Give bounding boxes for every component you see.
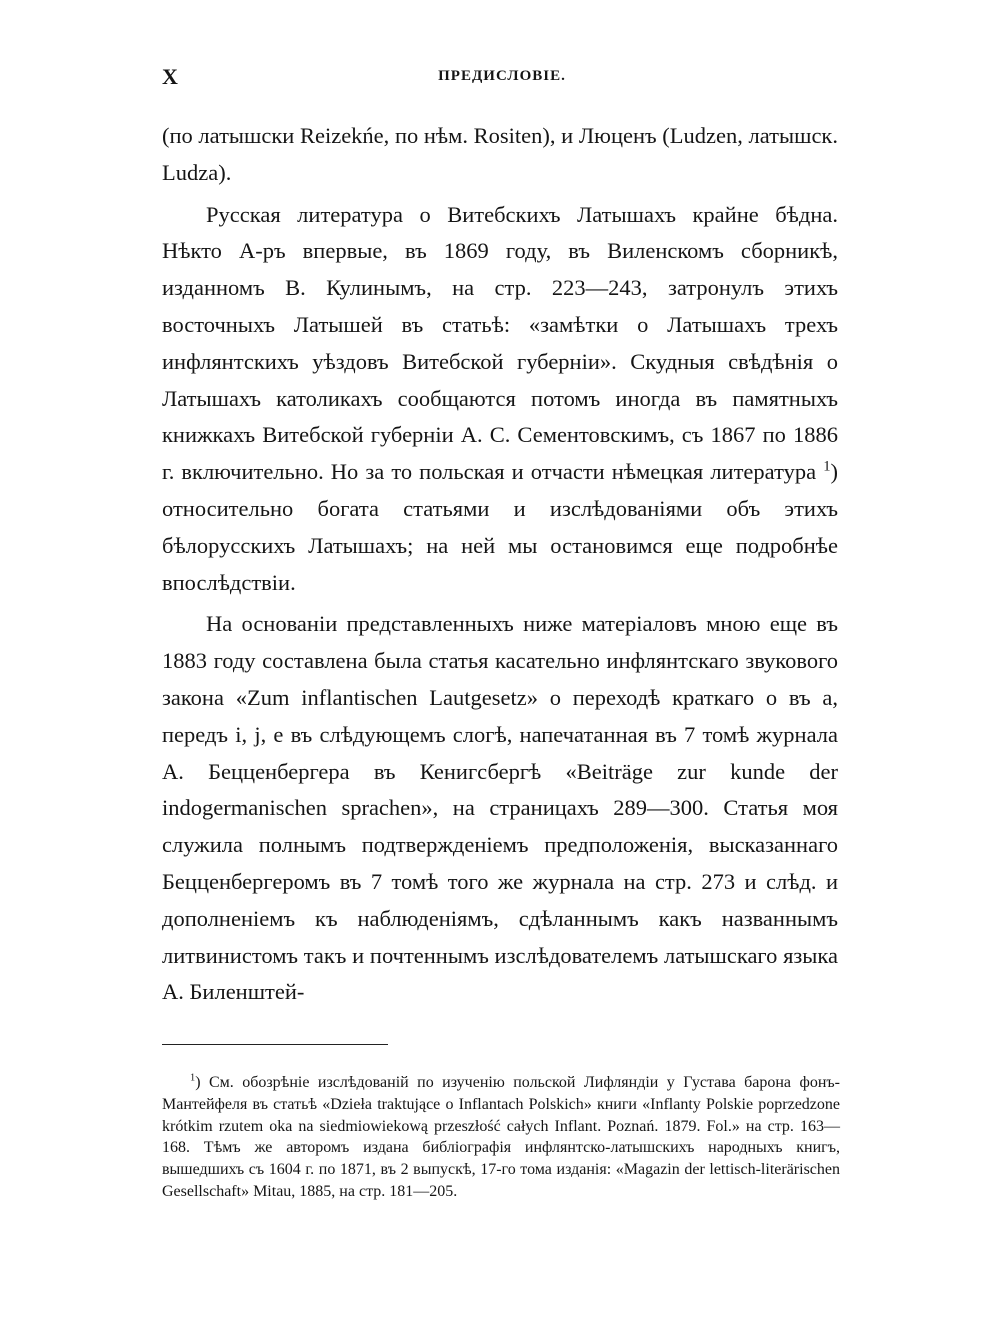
paragraph-2-part-1: Русская литература о Витебскихъ Латышахъ крайне бѣдна. Нѣкто А-ръ впервые, въ 1869 году, въ Виленскомъ сборникѣ, изданномъ В. Кулинымъ, на стр. 223—243, затронулъ этихъ восточныхъ Латышей въ статьѣ: «замѣтки о Латышахъ трехъ инфлянтскихъ уѣздовъ Витебской губерніи». Скудныя свѣдѣнія о Латышахъ католикахъ сообщаются потомъ иногда въ памятныхъ книжкахъ Витебской губерніи А. С. Сементовскимъ, съ 1867 по 1886 г. включительно. Но за то польская и отчасти нѣмецкая литература [162, 201, 838, 485]
footnote-text: ) См. обозрѣніе изслѣдованій по изученію польской Лифляндіи у Густава барона фонъ-Мантейфеля въ статьѣ «Dzieła traktujące o Inflantach Polskich» книги «Inflanty Polskie poprzedzone krótkim rzutem oka na siedmiowiekową przeszłość całych Inflant. Poznań. 1879. Fol.» на стр. 163—168. Тѣмъ же авторомъ издана библіографія инфлянтско-латышскихъ народныхъ книгъ, вышедшихъ съ 1604 г. по 1871, въ 2 выпускѣ, 17-го тома изданія: «Magazin der lettisch-literärischen Gesellschaft» Mitau, 1885, на стр. 181—205. [162, 1074, 840, 1200]
footnote [162, 1072, 840, 1203]
paragraph-2-part-2: ) относительно богата статьями и изслѣдованіями объ этихъ бѣлорусскихъ Латышахъ; на ней мы остановимся еще подробнѣе впослѣдствіи. [162, 459, 838, 595]
page-number: X [162, 64, 178, 89]
footnote-reference[interactable]: 1 [823, 458, 831, 475]
paragraph-1: (по латышски Reizekńe, по нѣм. Rositen), и Люценъ (Ludzen, латышск. Ludza). [162, 123, 838, 185]
main-text [162, 118, 838, 1016]
running-title: ПРЕДИСЛОВІЕ. [438, 68, 566, 84]
paragraph-2 [162, 197, 838, 602]
paragraph-3: На основаніи представленныхъ ниже матеріаловъ мною еще въ 1883 году составлена была статья касательно инфлянтскаго звукового закона «Zum inflantischen Lautgesetz» о переходѣ краткаго о въ а, передъ i, j, е въ слѣдующемъ слогѣ, напечатанная въ 7 томѣ журнала А. Бецценбергера въ Кенигсбергѣ «Beiträge zur kunde der indogermanischen sprachen», на страницахъ 289—300. Статья моя служила полнымъ подтвержденіемъ предположенія, высказаннаго Бецценбергеромъ въ 7 томѣ того же журнала на стр. 273 и слѣд. и дополненіемъ къ наблюденіямъ, сдѣланнымъ какъ названнымъ литвинистомъ такъ и почтеннымъ изслѣдователемъ латышскаго языка А. Биленштей- [162, 611, 838, 1005]
footnote-divider [162, 1044, 388, 1045]
footnote-marker: 1 [190, 1072, 196, 1084]
footnote-paragraph [162, 1072, 840, 1203]
page-header [162, 64, 842, 94]
